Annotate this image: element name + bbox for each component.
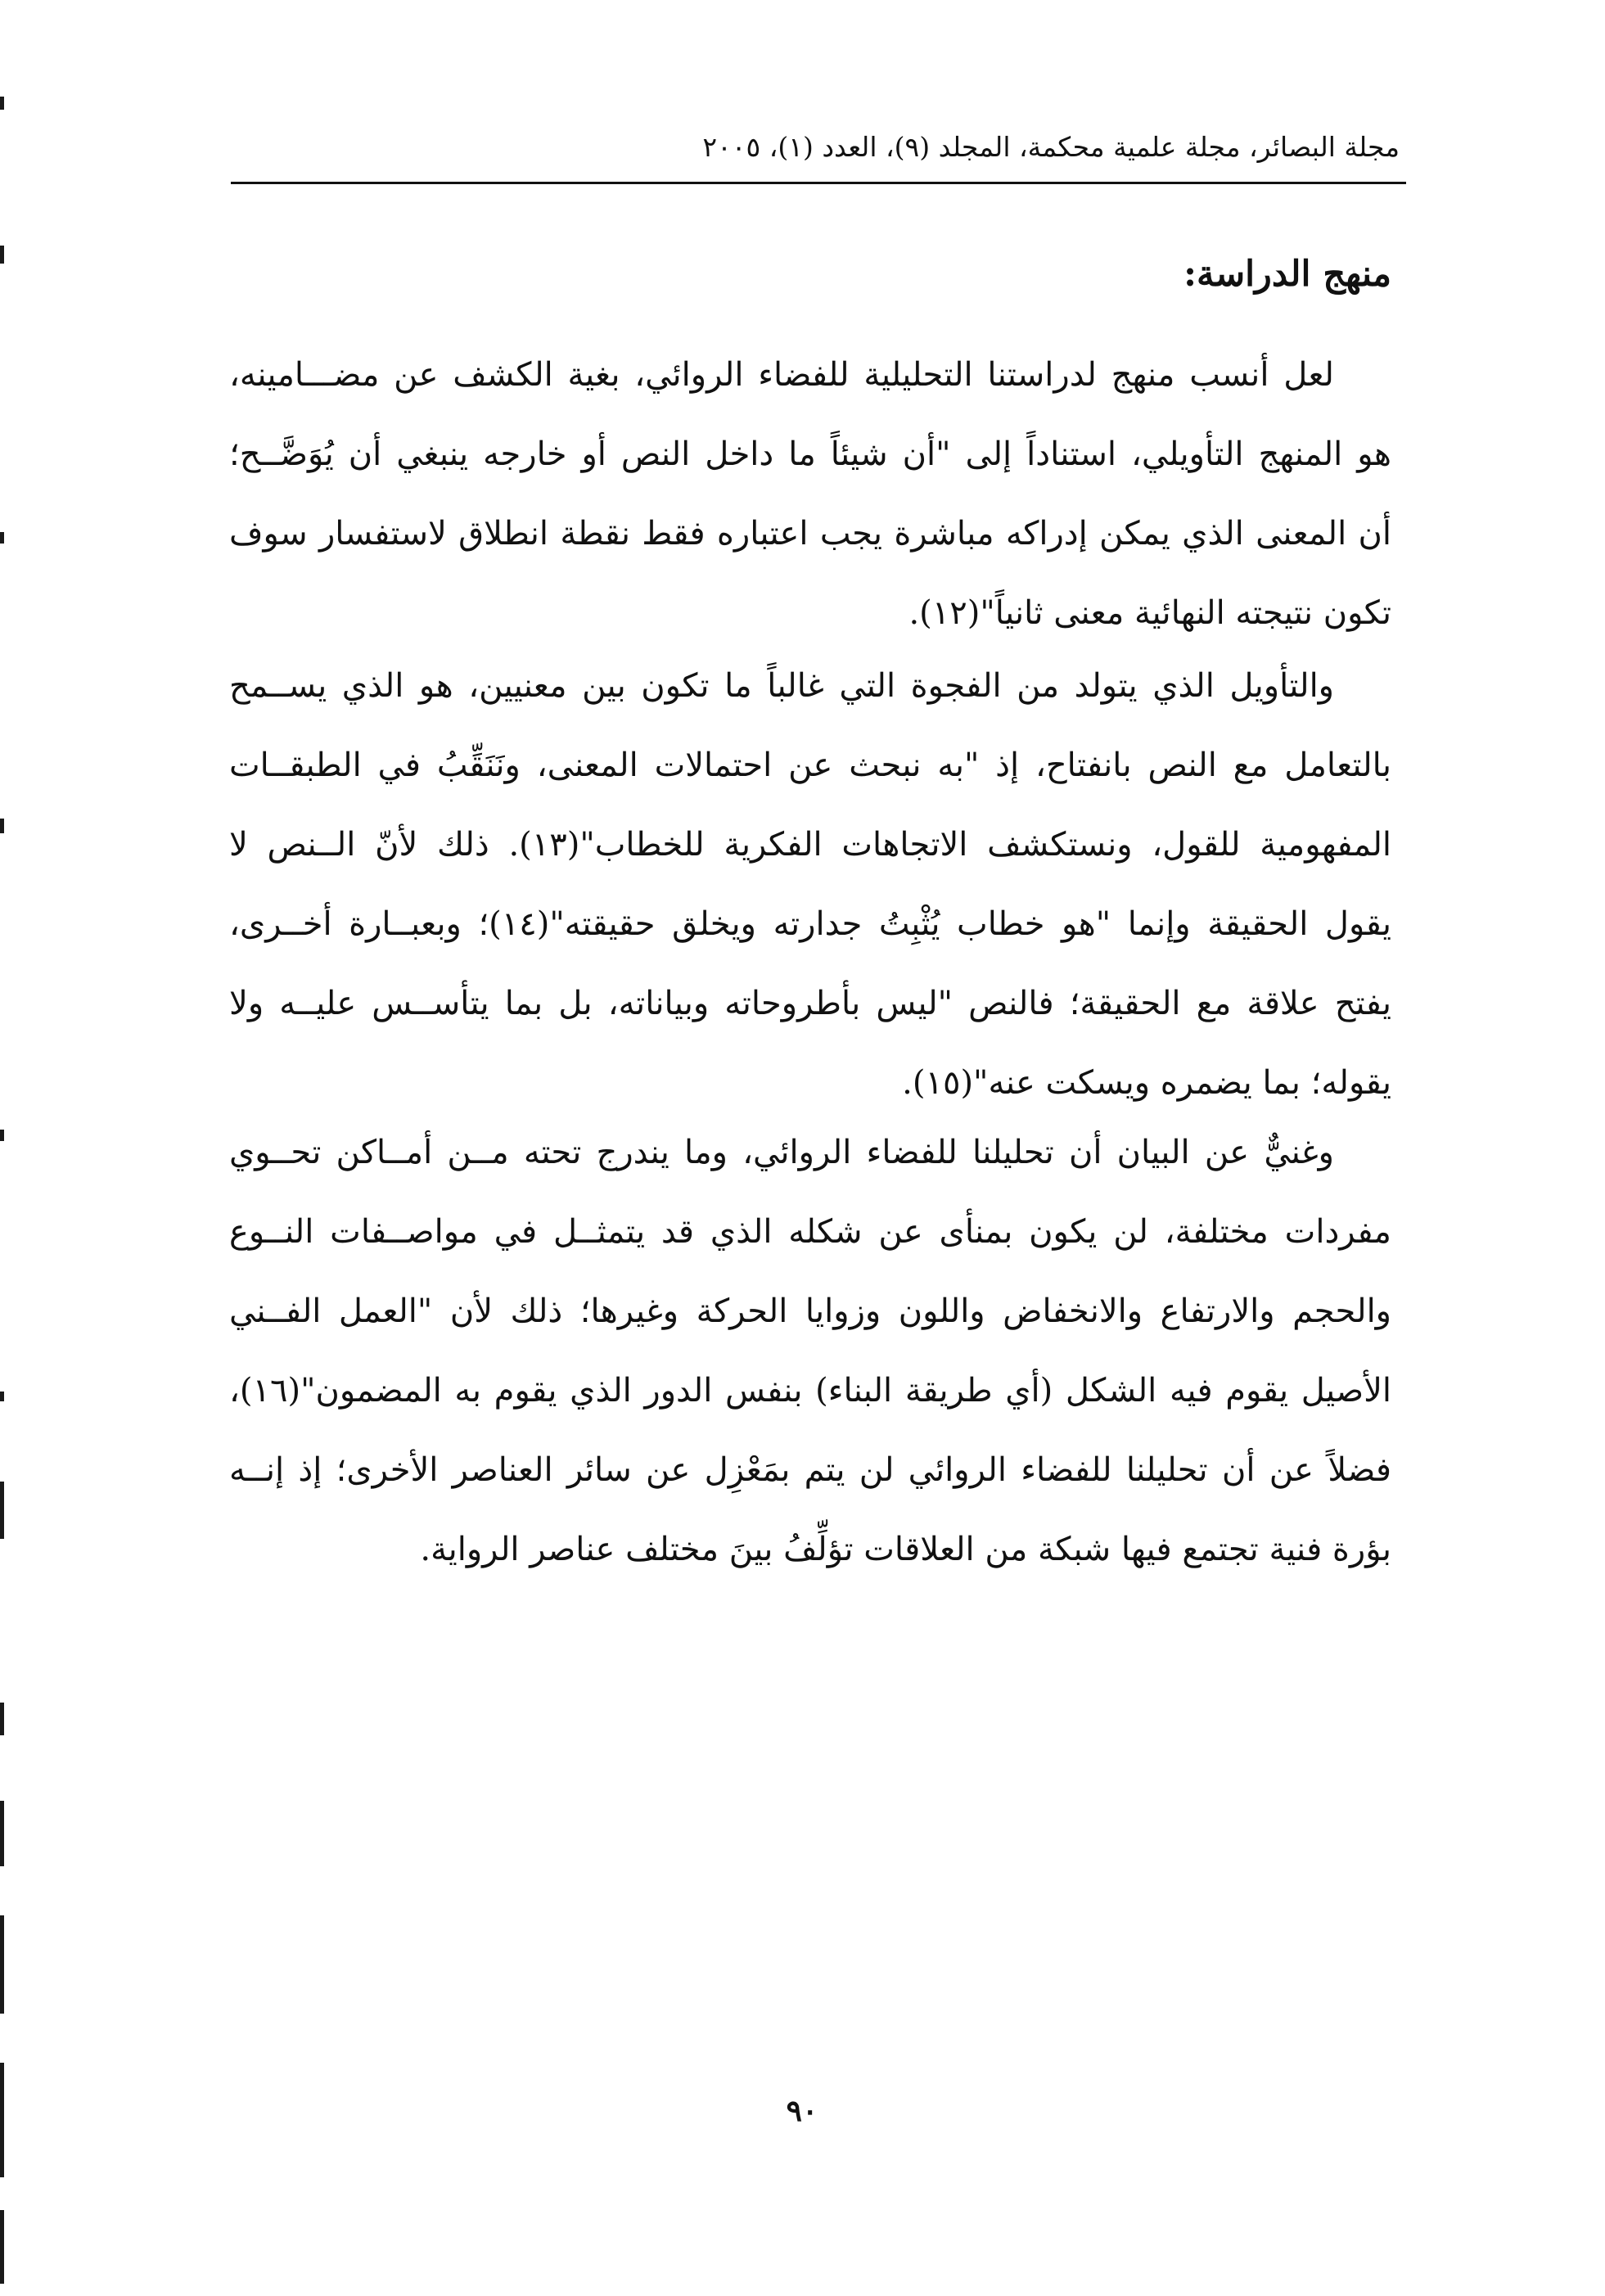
scan-edge-mark — [0, 1703, 4, 1735]
paragraph-line: مفردات مختلفة، لن يكون بمنأى عن شكله الذي قد يتمثــل في مواصــفات النــوع — [229, 1213, 1391, 1251]
scan-edge-mark — [0, 532, 4, 544]
paragraph-line: يقوله؛ بما يضمره ويسكت عنه"(١٥). — [902, 1064, 1391, 1102]
header-rule — [231, 182, 1406, 184]
paragraph-line: والحجم والارتفاع والانخفاض واللون وزوايا الحركة وغيرها؛ ذلك لأن "العمل الفــني — [229, 1292, 1391, 1330]
paragraph-line: تكون نتيجته النهائية معنى ثانياً"(١٢). — [908, 594, 1391, 632]
scan-edge-mark — [0, 819, 4, 833]
page-number: ٩٠ — [786, 2094, 818, 2128]
paragraph-line: بؤرة فنية تجتمع فيها شبكة من العلاقات تؤلِّفُ بينَ مختلف عناصر الرواية. — [420, 1531, 1391, 1568]
scan-edge-mark — [0, 1915, 4, 2014]
paragraph-line: الأصيل يقوم فيه الشكل (أي طريقة البناء) بنفس الدور الذي يقوم به المضمون"(١٦)، — [229, 1372, 1391, 1410]
scan-edge-mark — [0, 2063, 4, 2177]
paragraph-2 — [229, 647, 1391, 1123]
paragraph-1 — [229, 336, 1391, 653]
scan-edge-mark — [0, 2210, 4, 2284]
section-title: منهج الدراسة: — [1183, 254, 1391, 295]
paragraph-line: بالتعامل مع النص بانفتاح، إذ "به نبحث عن احتمالات المعنى، ونَنَقِّبُ في الطبقــات — [229, 747, 1391, 784]
paragraph-3 — [229, 1113, 1391, 1590]
scan-edge-mark — [0, 1801, 4, 1866]
paragraph-line: يفتح علاقة مع الحقيقة؛ فالنص "ليس بأطروحاته وبياناته، بل بما يتأســس عليــه ولا — [229, 985, 1391, 1022]
scan-edge-mark — [0, 246, 4, 264]
scan-edge-mark — [0, 1130, 4, 1141]
running-head: مجلة البصائر، مجلة علمية محكمة، المجلد (٩)، العدد (١)، ٢٠٠٥ — [702, 131, 1400, 163]
paragraph-line: المفهومية للقول، ونستكشف الاتجاهات الفكرية للخطاب"(١٣). ذلك لأنّ الــنص لا — [229, 826, 1391, 864]
paragraph-line: هو المنهج التأويلي، استناداً إلى "أن شيئاً ما داخل النص أو خارجه ينبغي أن يُوَضَّــح؛ — [229, 435, 1391, 473]
paragraph-line: أن المعنى الذي يمكن إدراكه مباشرة يجب اعتباره فقط نقطة انطلاق لاستفسار سوف — [229, 515, 1391, 553]
scan-edge-mark — [0, 1392, 4, 1401]
paragraph-line: وغنيٌّ عن البيان أن تحليلنا للفضاء الروائي، وما يندرج تحته مــن أمــاكن تحــوي — [229, 1134, 1334, 1171]
scan-edge-mark — [0, 97, 4, 110]
paragraph-line: فضلاً عن أن تحليلنا للفضاء الروائي لن يتم بمَعْزِل عن سائر العناصر الأخرى؛ إذ إنــه — [229, 1451, 1391, 1489]
paragraph-line: يقول الحقيقة وإنما "هو خطاب يُثْبِتُ جدارته ويخلق حقيقته"(١٤)؛ وبعبــارة أخــرى، — [229, 905, 1391, 943]
paragraph-line: لعل أنسب منهج لدراستنا التحليلية للفضاء الروائي، بغية الكشف عن مضـــامينه، — [229, 356, 1334, 394]
paragraph-line: والتأويل الذي يتولد من الفجوة التي غالباً ما تكون بين معنيين، هو الذي يســمح — [229, 667, 1334, 705]
scan-edge-mark — [0, 1482, 4, 1539]
